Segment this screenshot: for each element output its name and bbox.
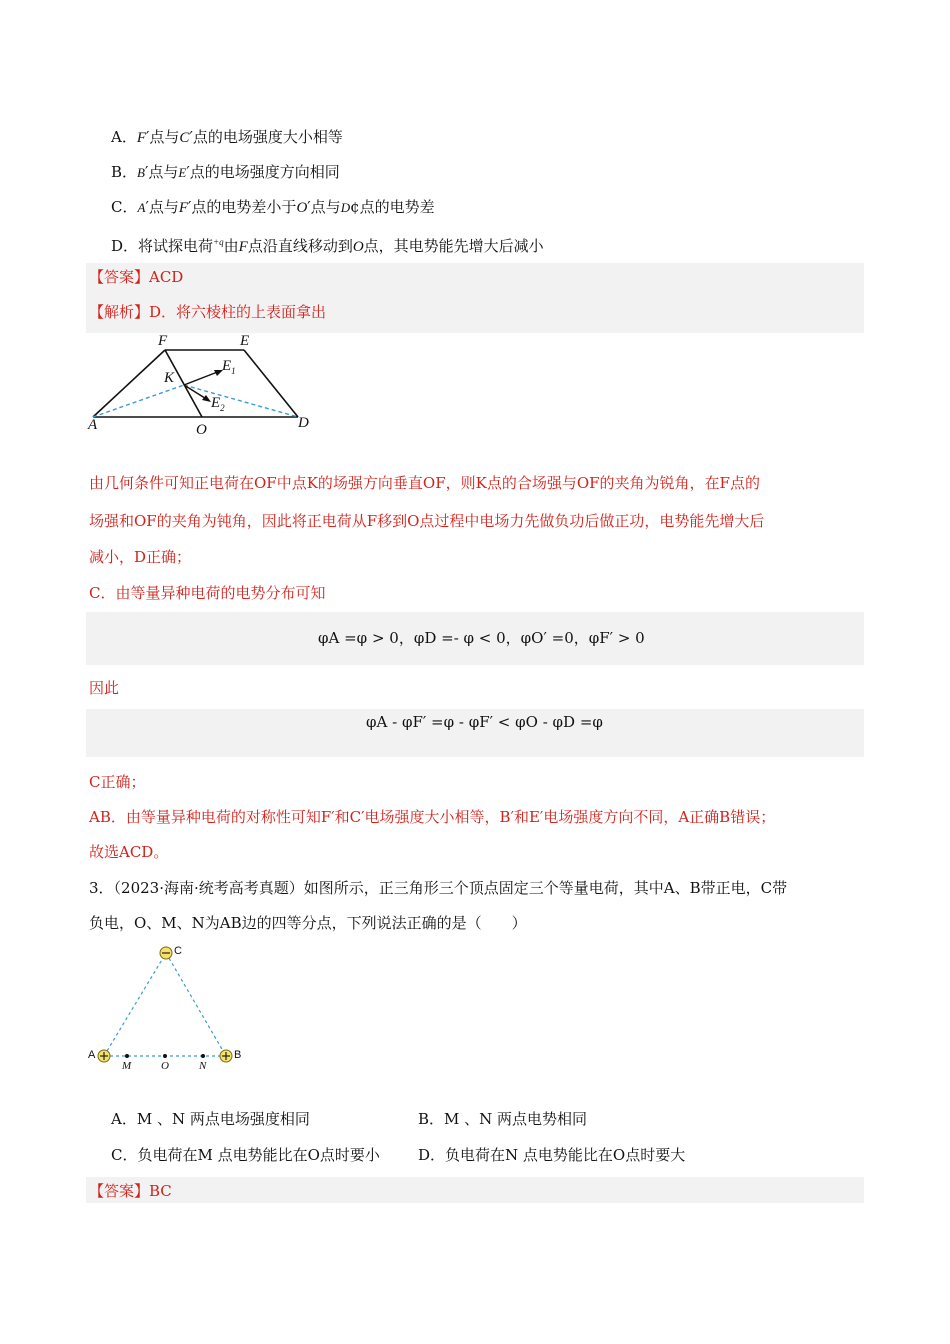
q2-analysis-title: 【解析】D．将六棱柱的上表面拿出 [89,303,327,321]
side-ac [104,953,166,1056]
label-e: E [240,333,250,349]
q3-stem-line2: 负电，O、M、N为AB边的四等分点，下列说法正确的是（ ） [89,914,527,932]
para1-line1: 由几何条件可知正电荷在OF中点K的场强方向垂直OF，则K点的合场强与OF的夹角为锐角，在F点的 [89,474,760,492]
para1-line2: 场强和OF的夹角为钝角，因此将正电荷从F移到O点过程中电场力先做负功后做正功，电势能先增大后 [89,512,765,530]
point-m [125,1054,129,1058]
q2-option-a: A．F′点与C′点的电场强度大小相等 [111,128,343,146]
label-e1: $E_1$ [222,358,236,376]
q3-stem-line1: 3．（2023·海南·统考高考真题）如图所示，正三角形三个顶点固定三个等量电荷，其中A、B带正电，C带 [89,879,788,897]
dashed-kd [184,385,298,417]
c-correct: C正确； [89,773,146,791]
label-c: C [174,945,182,957]
point-n [201,1054,205,1058]
edge-ed [244,350,298,417]
triangle-figure [86,942,256,1076]
q2-option-c: C．A′点与F′点的电势差小于O′点与D¢点的电势差 [111,198,435,216]
q2-option-d: D．将试探电荷$^{+q}$由F点沿直线移动到O点，其电势能先增大后减小 [111,237,544,255]
edge-af [93,350,165,417]
q3-option-c: C．负电荷在M 点电势能比在O点时要小 [111,1146,380,1164]
q2-option-b: B．B′点与E′点的电场强度方向相同 [111,163,340,181]
q3-answer-block [86,1177,864,1203]
label-a: A [88,417,98,433]
dashed-ak [93,385,184,417]
q2-answer: 【答案】ACD [89,268,184,286]
label-n: N [199,1060,207,1072]
trapezoid-figure [86,333,312,439]
q3-option-b: B．M 、N 两点电势相同 [418,1110,588,1128]
label-d: D [298,415,309,431]
label-a3: A [88,1049,96,1061]
label-m: M [122,1060,132,1072]
label-f: F [158,333,168,349]
label-k: K [164,370,175,386]
q3-option-a: A．M 、N 两点电场强度相同 [111,1110,310,1128]
c-line: C．由等量异种电荷的电势分布可知 [89,584,326,602]
equation-1: φA =φ > 0，φD =- φ < 0，φO′ =0，φF′ > 0 [318,629,645,647]
point-o [163,1054,167,1058]
label-e2: $E_2$ [211,395,225,413]
ab-line: AB．由等量异种电荷的对称性可知F′和C′电场强度大小相等，B′和E′电场强度方向不同，A正确B错误； [89,808,776,826]
label-b3: B [234,1049,242,1061]
q3-option-d: D．负电荷在N 点电势能比在O点时要大 [418,1146,686,1164]
arrow-e1 [184,371,220,385]
para1-line3: 减小，D正确； [89,548,192,566]
equation-2: φA - φF′ =φ - φF′ < φO - φD =φ [366,713,603,731]
conclusion: 故选ACD。 [89,843,169,861]
therefore: 因此 [89,679,120,697]
q3-answer: 【答案】BC [89,1182,172,1200]
label-o: O [196,422,207,438]
label-o3: O [161,1060,169,1072]
side-bc [166,953,226,1056]
